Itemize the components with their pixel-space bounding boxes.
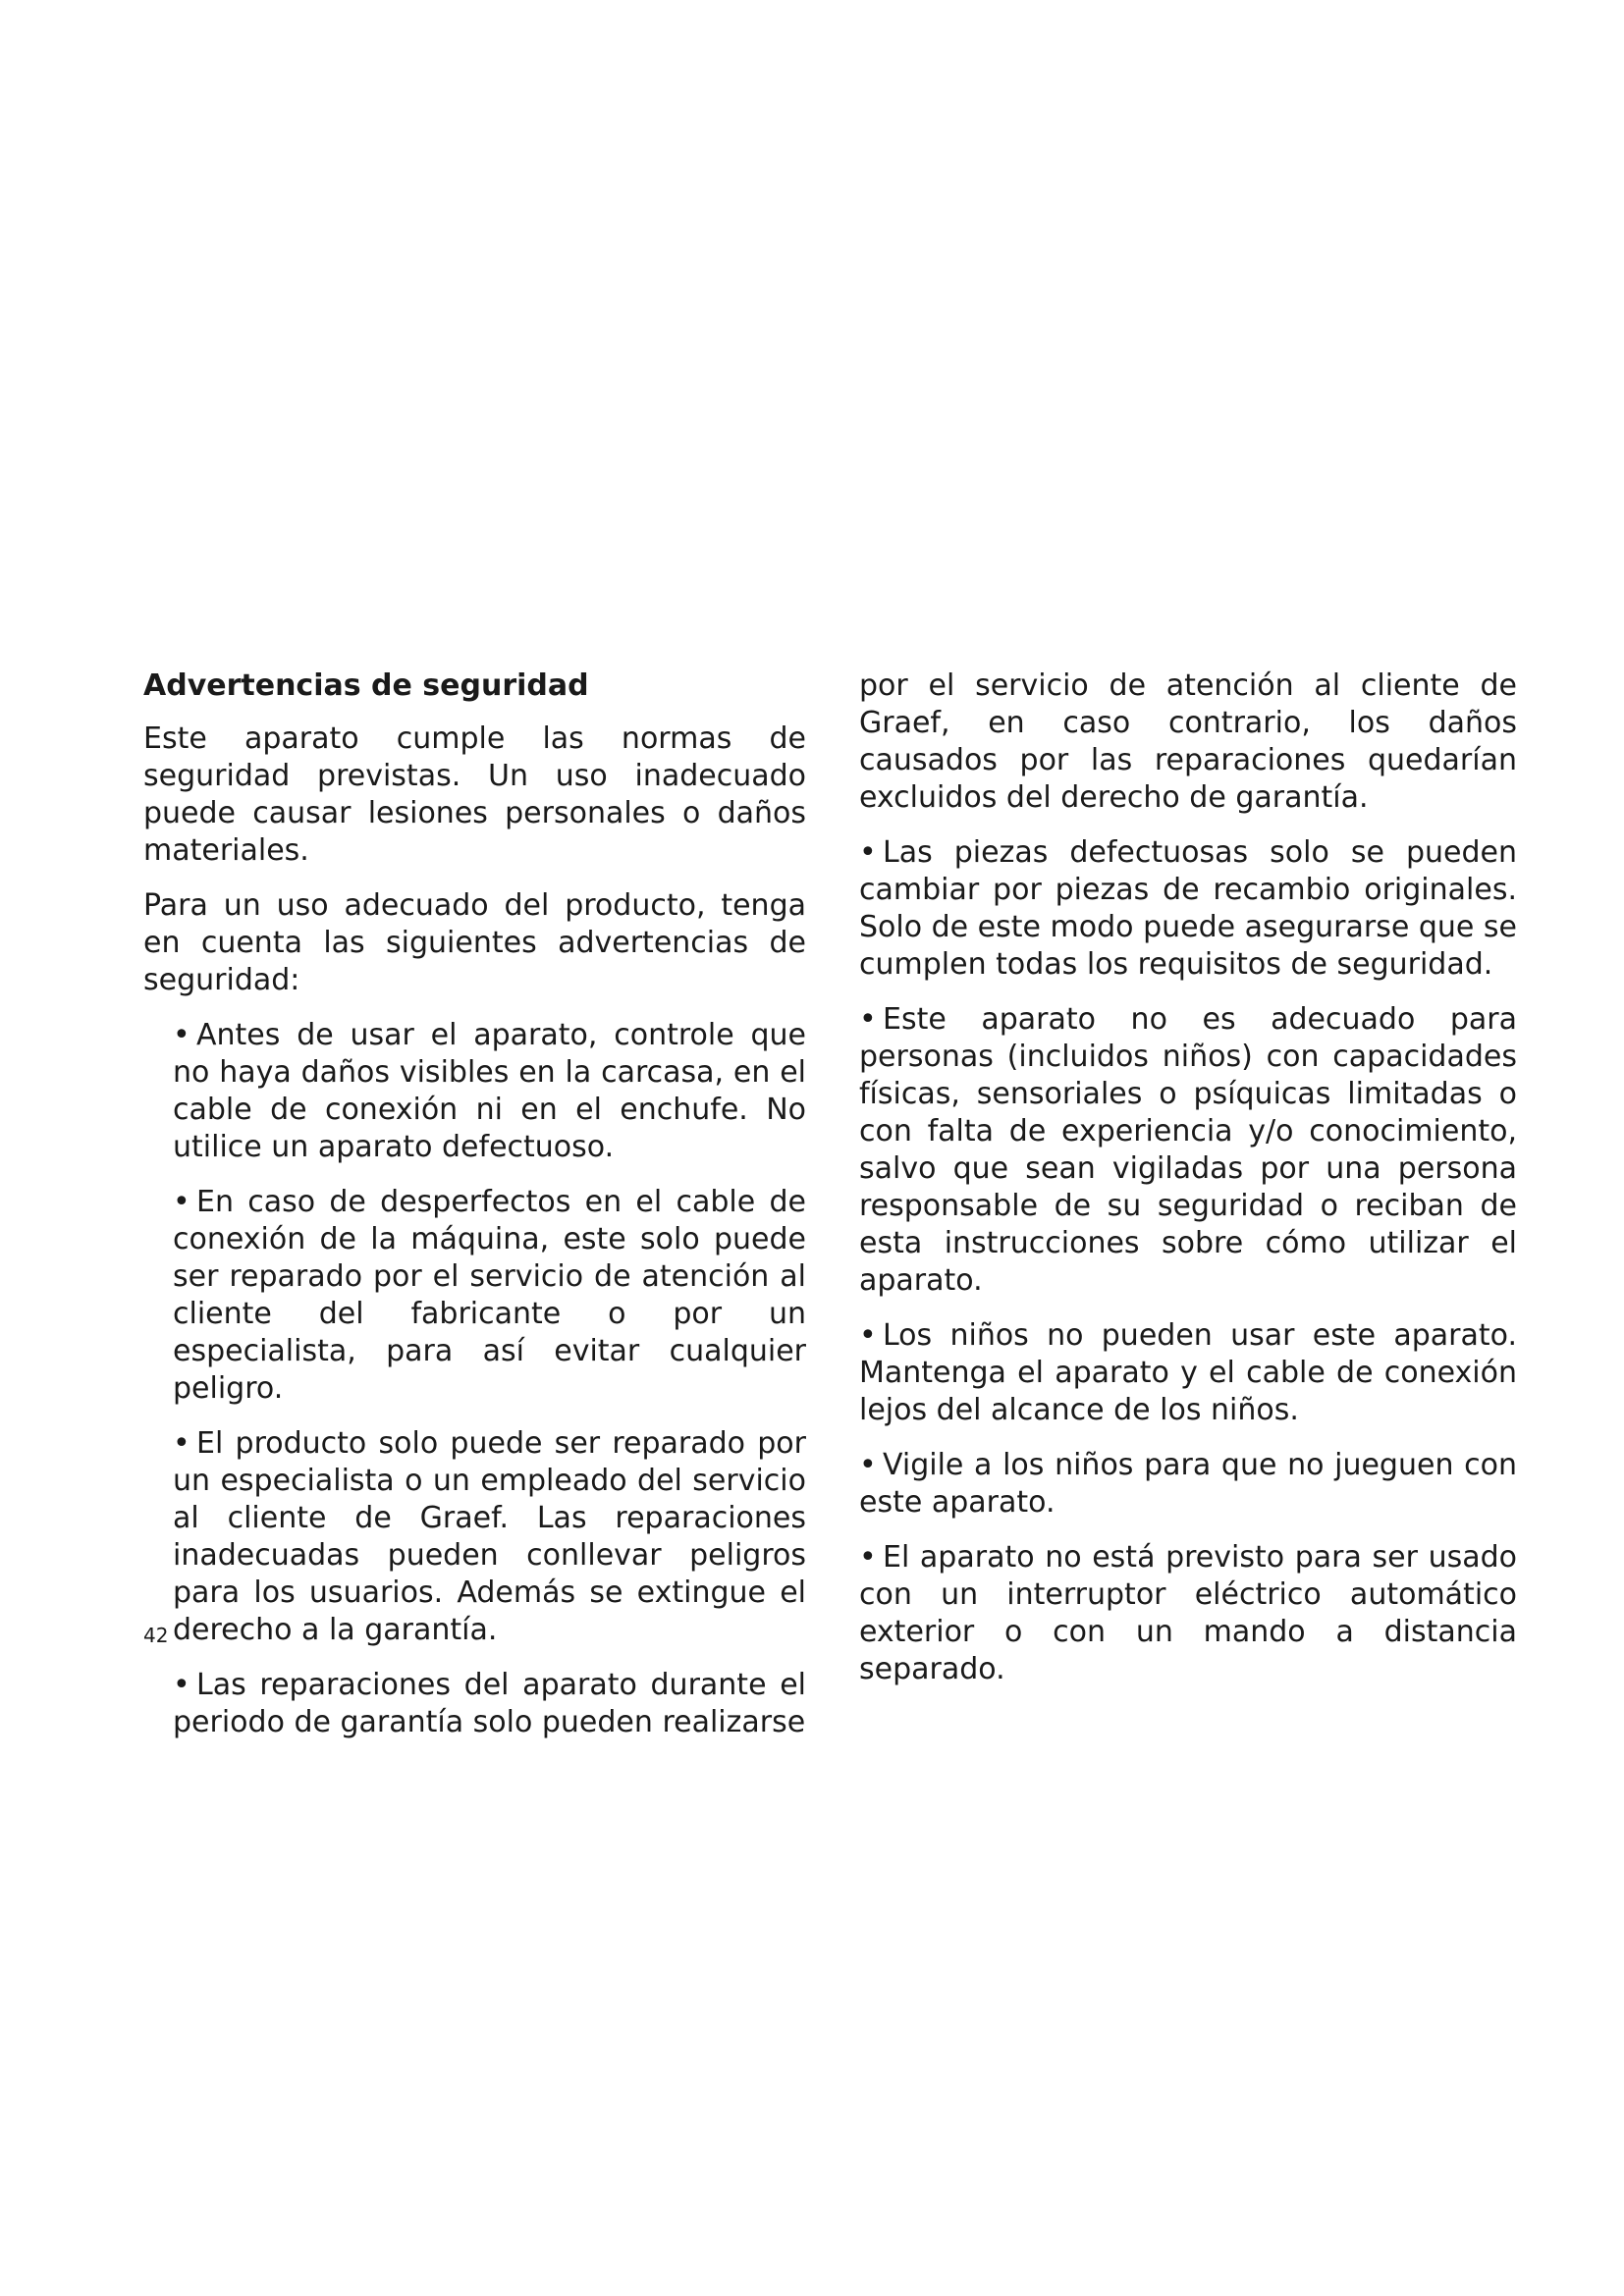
bullet-point-icon: • (859, 1448, 877, 1482)
bullet-point-icon: • (859, 1002, 877, 1037)
bullet-item (859, 1447, 1517, 1522)
bullet-point-icon: • (173, 1426, 190, 1461)
section-heading: Advertencias de seguridad (143, 668, 589, 703)
bullet-text: Vigile a los niños para que no jueguen con este aparato. (859, 1448, 1517, 1520)
bullet-text: Este aparato no es adecuado para personas (incluidos niños) con capacidades físicas, sensoriales o psíquicas limitadas o con falta de experiencia y/o conocimiento, salvo que sean vigiladas por una persona responsable de su seguridad o reciban de esta instrucciones sobre cómo utilizar el aparato. (859, 1002, 1517, 1298)
bullet-item (173, 1425, 806, 1649)
bullet-point-icon: • (859, 835, 877, 870)
right-column (859, 667, 1517, 1706)
bullet-text: Los niños no pueden usar este aparato. Mantenga el aparato y el cable de conexión lejos del alcance de los niños. (859, 1318, 1517, 1427)
bullet-item (173, 1017, 806, 1166)
continued-paragraph: por el servicio de atención al cliente de Graef, en caso contrario, los daños causados por las reparaciones quedarían excluidos del derecho de garantía. (859, 668, 1517, 815)
intro-paragraph: Este aparato cumple las normas de seguridad previstas. Un uso inadecuado puede causar lesiones personales o daños materiales. (143, 721, 806, 868)
bullet-item (859, 1317, 1517, 1429)
bullet-text: El producto solo puede ser reparado por un especialista o un empleado del servicio al cliente de Graef. Las reparaciones inadecuadas pueden conllevar peligros para los usuarios. Además se extingue el derecho a la garantía. (173, 1426, 806, 1647)
page-number: 42 (143, 1624, 169, 1647)
bullet-item (173, 1667, 806, 1741)
bullet-text: Las piezas defectuosas solo se pueden cambiar por piezas de recambio originales. Solo de este modo puede asegurarse que se cumplen todas los requisitos de seguridad. (859, 835, 1517, 982)
bullet-text: Antes de usar el aparato, controle que no haya daños visibles en la carcasa, en el cable de conexión ni en el enchufe. No utilice un aparato defectuoso. (173, 1018, 806, 1164)
bullet-text: Las reparaciones del aparato durante el periodo de garantía solo pueden realizarse (173, 1668, 806, 1739)
intro-paragraph: Para un uso adecuado del producto, tenga en cuenta las siguientes advertencias de seguridad: (143, 888, 806, 997)
bullet-point-icon: • (859, 1540, 877, 1575)
bullet-item (859, 1001, 1517, 1300)
bullet-item (859, 834, 1517, 984)
bullet-point-icon: • (173, 1018, 190, 1052)
left-column (143, 667, 806, 1759)
bullet-text: El aparato no está previsto para ser usado con un interruptor eléctrico automático exterior o con un mando a distancia separado. (859, 1540, 1517, 1686)
bullet-point-icon: • (859, 1318, 877, 1353)
bullet-item (173, 1184, 806, 1408)
bullet-point-icon: • (173, 1668, 190, 1702)
bullet-item (859, 1539, 1517, 1688)
bullet-text: En caso de desperfectos en el cable de conexión de la máquina, este solo puede ser reparado por el servicio de atención al cliente del fabricante o por un especialista, para así evitar cualquier peligro. (173, 1185, 806, 1406)
left-bullet-list (143, 1017, 806, 1741)
bullet-point-icon: • (173, 1185, 190, 1219)
right-bullet-list (859, 834, 1517, 1688)
